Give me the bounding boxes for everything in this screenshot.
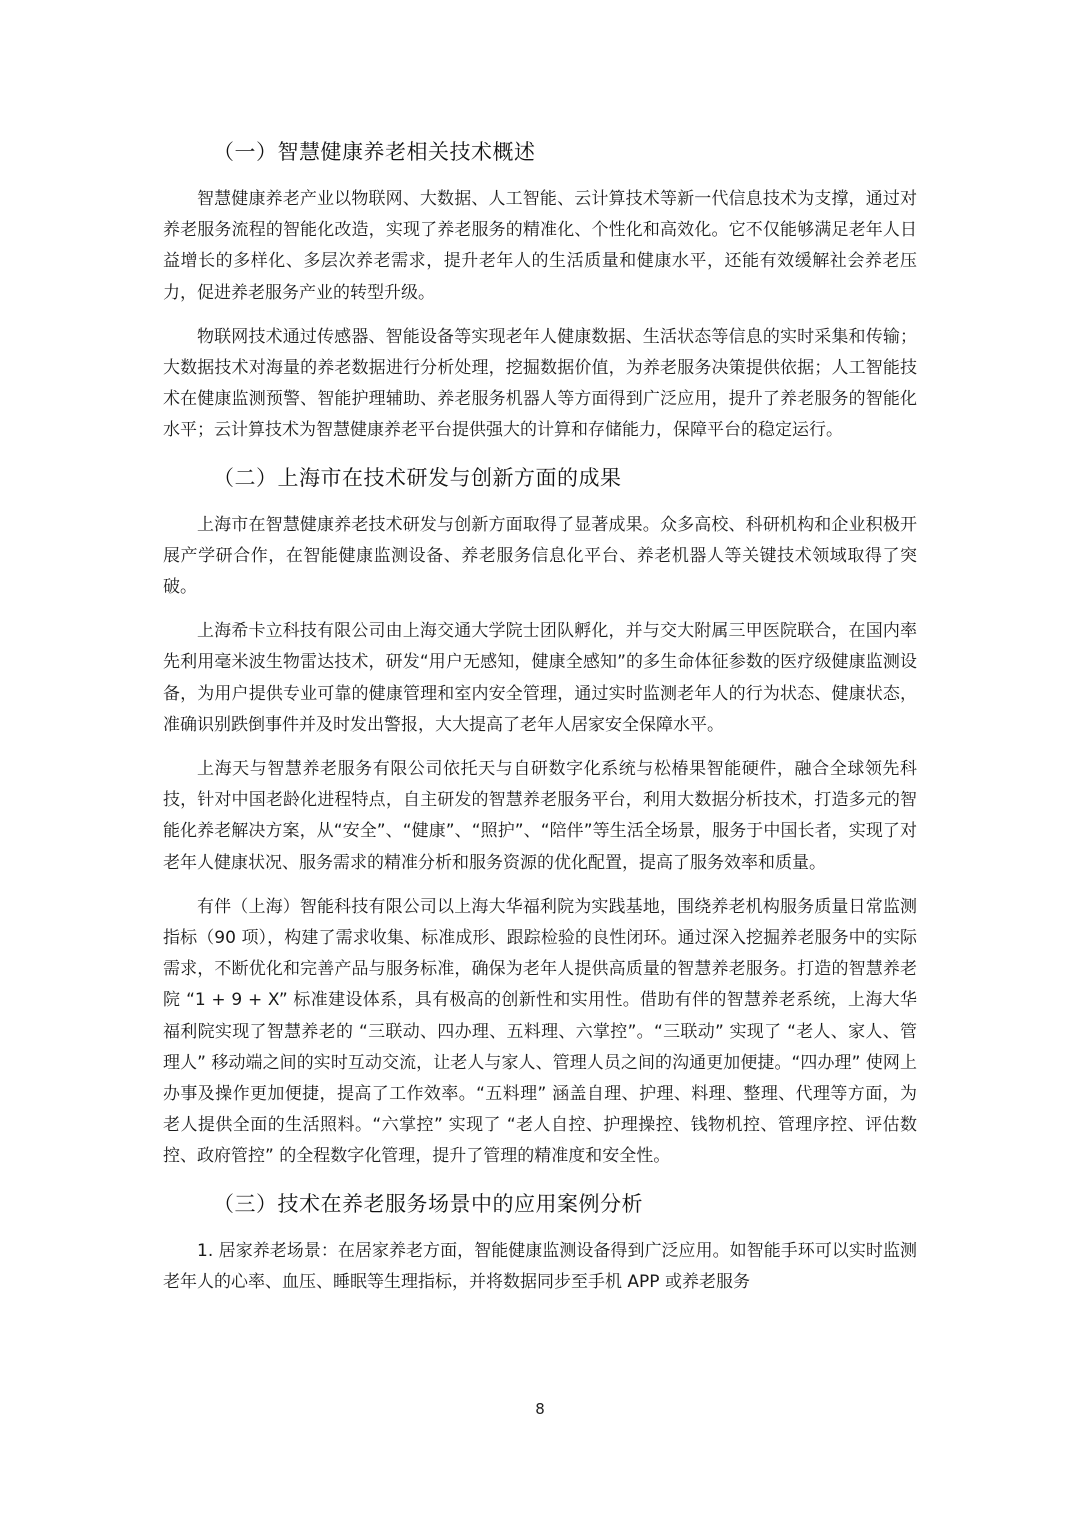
paragraph: 智慧健康养老产业以物联网、大数据、人工智能、云计算技术等新一代信息技术为支撑，通过对养老服务流程的智能化改造，实现了养老服务的精准化、个性化和高效化。它不仅能够满足老年人日益增长的多样化、多层次养老需求，提升老年人的生活质量和健康水平，还能有效缓解社会养老压力，促进养老服务产业的转型升级。 bbox=[163, 189, 917, 303]
page-number: 8 bbox=[535, 1400, 545, 1418]
section-heading-2: （二）上海市在技术研发与创新方面的成果 bbox=[213, 465, 622, 490]
paragraph: 1. 居家养老场景：在居家养老方面，智能健康监测设备得到广泛应用。如智能手环可以实时监测老年人的心率、血压、睡眠等生理指标，并将数据同步至手机 APP 或养老服务 bbox=[163, 1240, 917, 1292]
paragraph: 有伴（上海）智能科技有限公司以上海大华福利院为实践基地，围绕养老机构服务质量日常监测指标（90 项），构建了需求收集、标准成形、跟踪检验的良性闭环。通过深入挖掘养老服务中的实际需求，不断优化和完善产品与服务标准，确保为老年人提供高质量的智慧养老服务。打造的智慧养老院 “1 + 9 + X” 标准建设体系，具有极高的创新性和实用性。借助有伴的智慧养老系统，上海大华福利院实现了智慧养老的 “三联动、四办理、五料理、六掌控”。“三联动” 实现了 “老人、家人、管理人” 移动端之间的实时互动交流，让老人与家人、管理人员之间的沟通更加便捷。“四办理” 使网上办事及操作更加便捷，提高了工作效率。“五料理” 涵盖自理、护理、料理、整理、代理等方面，为老人提供全面的生活照料。“六掌控” 实现了 “老人自控、护理操控、钱物机控、管理序控、评估数控、政府管控” 的全程数字化管理，提升了管理的精准度和安全性。 bbox=[163, 896, 917, 1167]
page-content bbox=[163, 134, 917, 1311]
section-heading-3: （三）技术在养老服务场景中的应用案例分析 bbox=[213, 1191, 643, 1216]
paragraph: 物联网技术通过传感器、智能设备等实现老年人健康数据、生活状态等信息的实时采集和传输；大数据技术对海量的养老数据进行分析处理，挖掘数据价值，为养老服务决策提供依据；人工智能技术在健康监测预警、智能护理辅助、养老服务机器人等方面得到广泛应用，提升了养老服务的智能化水平；云计算技术为智慧健康养老平台提供强大的计算和存储能力，保障平台的稳定运行。 bbox=[163, 326, 917, 441]
paragraph: 上海市在智慧健康养老技术研发与创新方面取得了显著成果。众多高校、科研机构和企业积极开展产学研合作，在智能健康监测设备、养老服务信息化平台、养老机器人等关键技术领域取得了突破。 bbox=[163, 514, 917, 598]
paragraph: 上海希卡立科技有限公司由上海交通大学院士团队孵化，并与交大附属三甲医院联合，在国内率先利用毫米波生物雷达技术，研发“用户无感知，健康全感知”的多生命体征参数的医疗级健康监测设备，为用户提供专业可靠的健康管理和室内安全管理，通过实时监测老年人的行为状态、健康状态，准确识别跌倒事件并及时发出警报，大大提高了老年人居家安全保障水平。 bbox=[163, 621, 917, 735]
section-heading-1: （一）智慧健康养老相关技术概述 bbox=[213, 140, 536, 164]
paragraph: 上海天与智慧养老服务有限公司依托天与自研数字化系统与松椿果智能硬件，融合全球领先科技，针对中国老龄化进程特点，自主研发的智慧养老服务平台，利用大数据分析技术，打造多元的智能化养老解决方案，从“安全”、“健康”、“照护”、“陪伴”等生活全场景，服务于中国长者，实现了对老年人健康状况、服务需求的精准分析和服务资源的优化配置，提高了服务效率和质量。 bbox=[163, 759, 917, 873]
